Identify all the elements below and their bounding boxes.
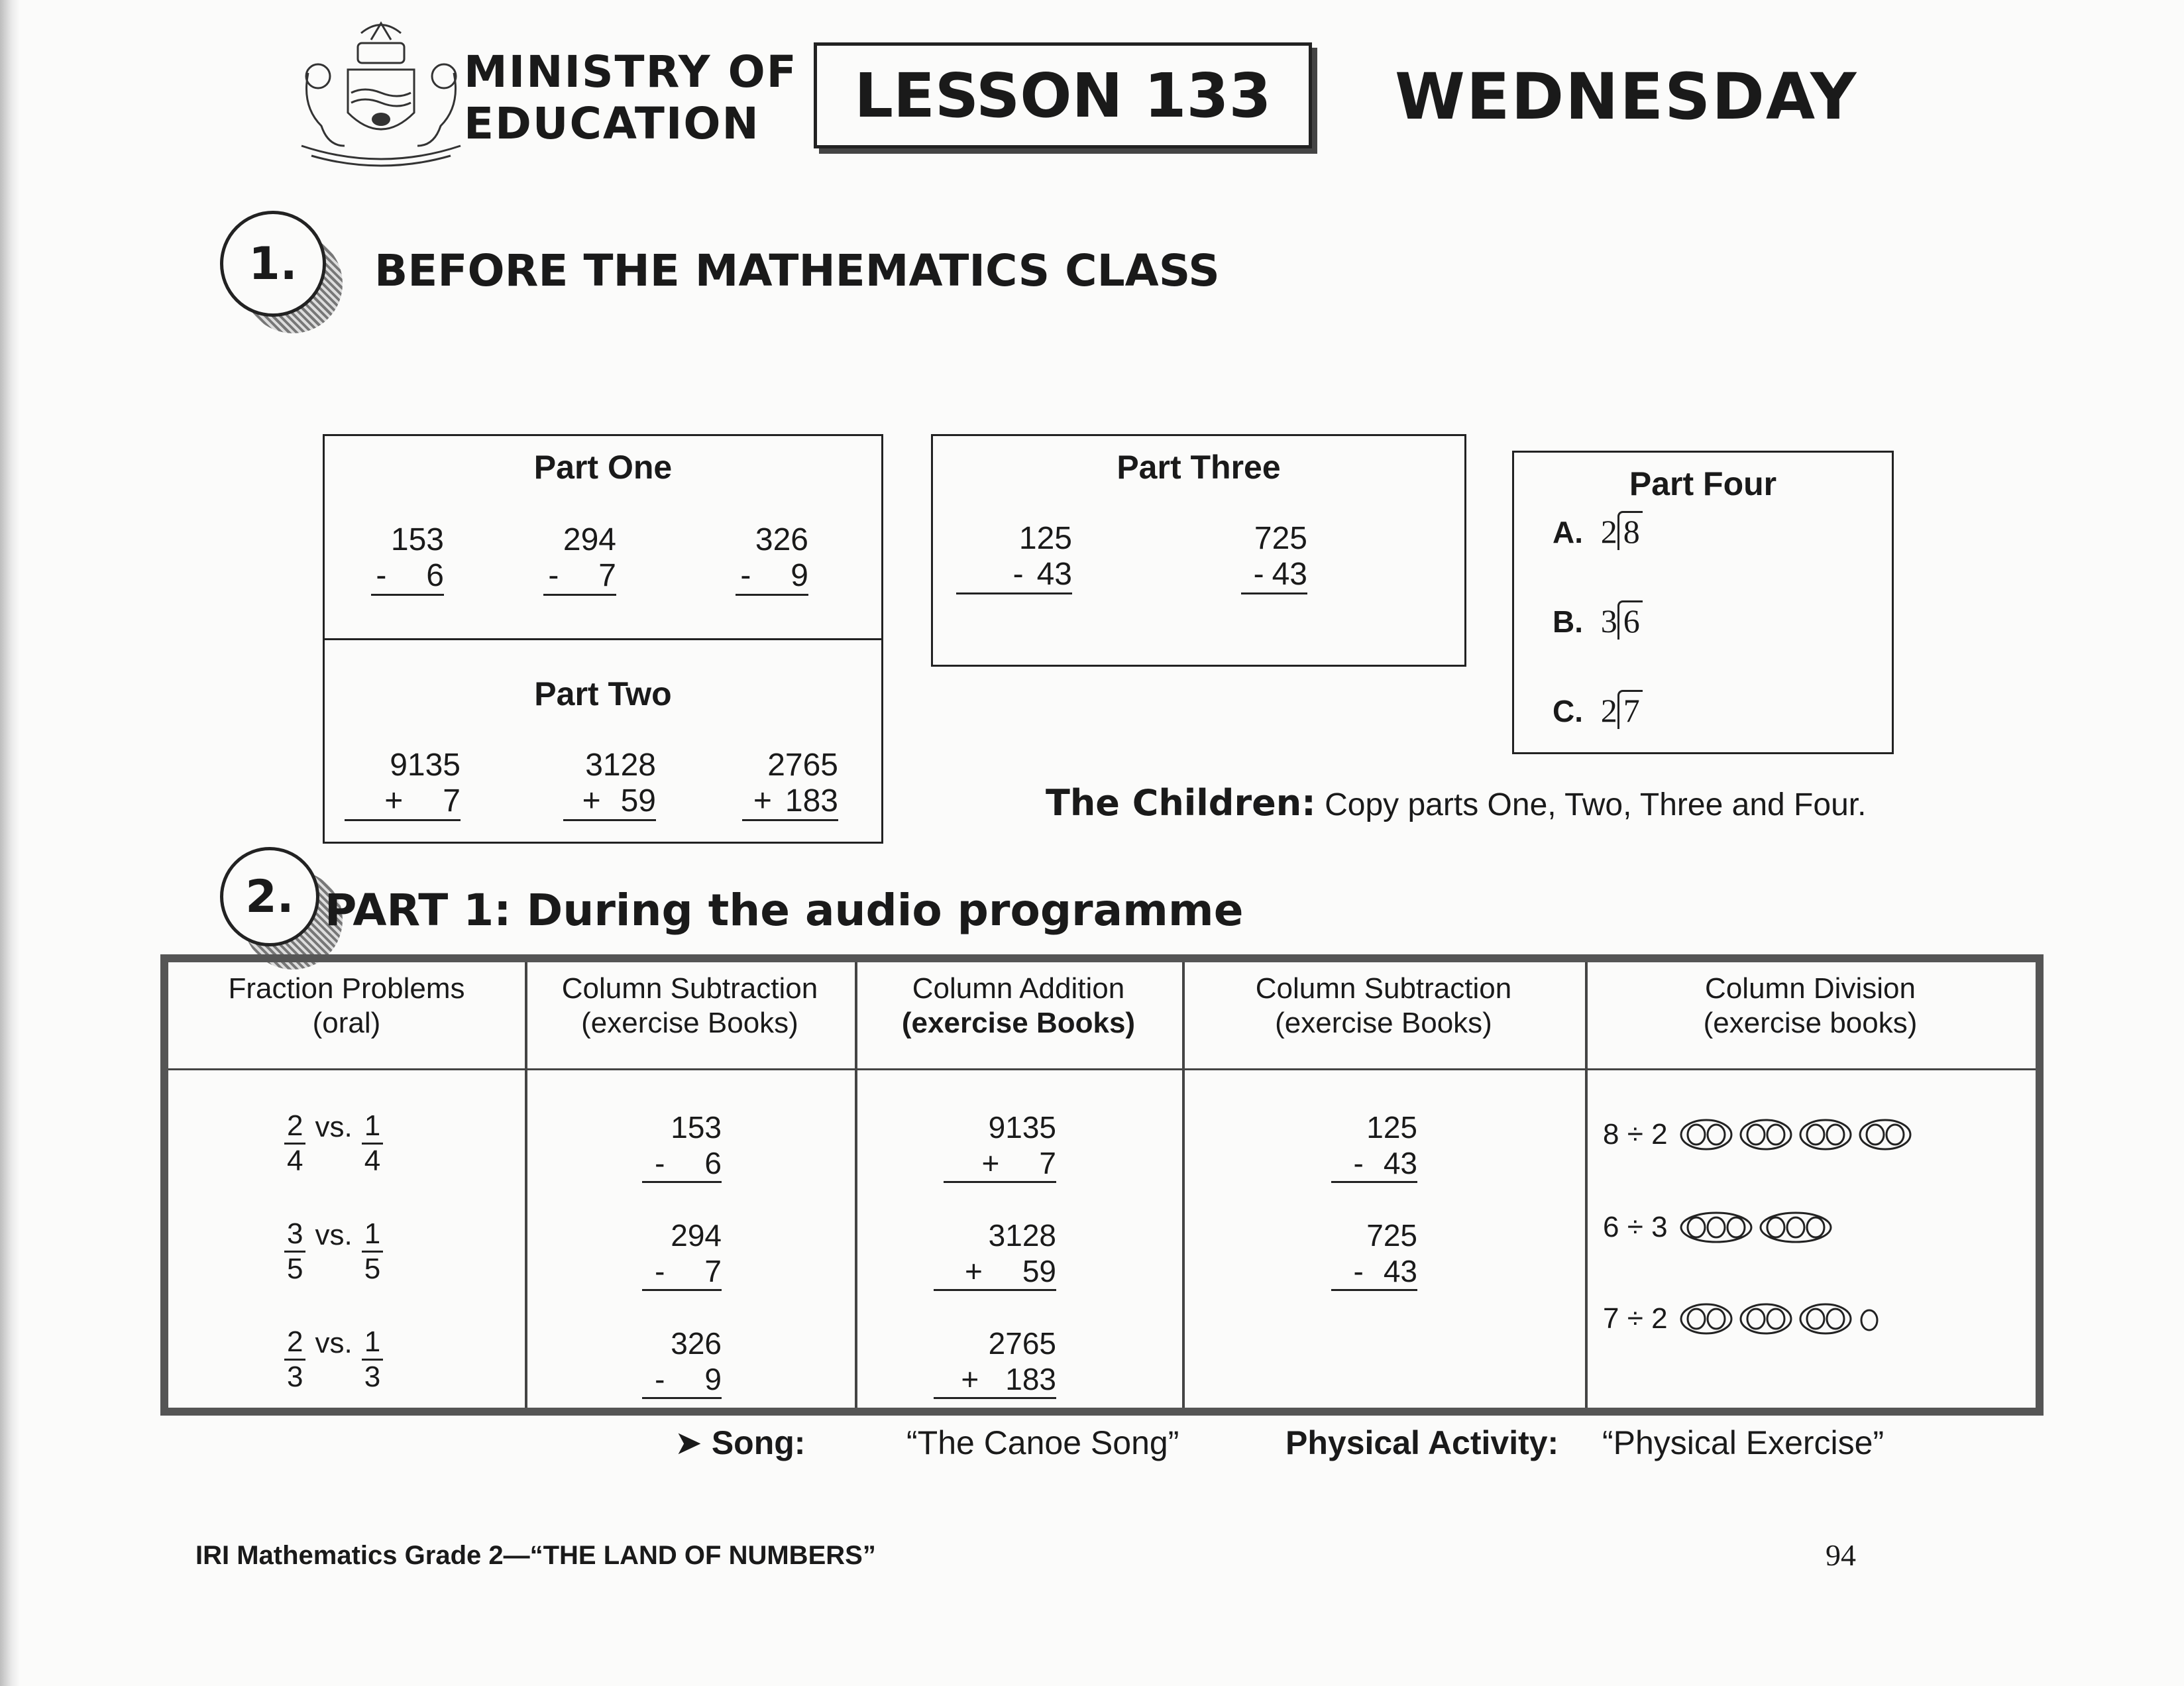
- division-label: 7 ÷ 2: [1603, 1302, 1668, 1335]
- vs-label: vs.: [315, 1326, 353, 1359]
- denominator: 3: [364, 1361, 381, 1393]
- problem-bottom: [642, 1145, 722, 1183]
- header-title: Column Subtraction: [561, 972, 818, 1005]
- part-one-problem-2: [543, 522, 616, 596]
- part-four-item-c: [1553, 691, 1643, 730]
- problem-top: 125: [1366, 1110, 1417, 1145]
- item-circle: [1688, 1309, 1705, 1329]
- operator: -: [740, 558, 751, 593]
- numerator: 2: [284, 1325, 305, 1361]
- children-instruction: [1046, 782, 1866, 824]
- operator: -: [655, 1146, 665, 1180]
- division-label: 6 ÷ 3: [1603, 1211, 1668, 1243]
- item-label: B.: [1553, 604, 1583, 639]
- subtraction-problem-3: [642, 1325, 722, 1399]
- item-circle: [1708, 1309, 1725, 1329]
- problem-bottom: [934, 1253, 1056, 1291]
- item-circle: [1747, 1125, 1765, 1145]
- scan-edge: [0, 0, 20, 1686]
- problem-bottom: [371, 558, 444, 596]
- header-sub: (exercise Books): [581, 1007, 798, 1039]
- item-circle: [1688, 1217, 1705, 1237]
- problem-top: 326: [755, 522, 808, 557]
- operator: +: [961, 1362, 979, 1396]
- problem-bottom: [1331, 1253, 1417, 1291]
- page-number: 94: [1826, 1538, 1856, 1572]
- problem-top: 125: [1018, 521, 1072, 556]
- operator: +: [753, 783, 772, 818]
- problem-bottom: [563, 783, 656, 821]
- item-label: A.: [1553, 515, 1583, 549]
- long-division: [1601, 692, 1643, 729]
- part-four-box: [1512, 451, 1894, 754]
- problem-top: 725: [1366, 1218, 1417, 1253]
- vs-label: vs.: [315, 1110, 353, 1143]
- item-circle: [1727, 1217, 1745, 1237]
- item-circle: [1708, 1217, 1725, 1237]
- fraction-a: [284, 1217, 305, 1286]
- problem-top: 3128: [988, 1218, 1056, 1253]
- operand: 6: [704, 1146, 722, 1180]
- numerator: 1: [362, 1109, 383, 1145]
- header-divider: [168, 1068, 2036, 1070]
- item-circle: [1767, 1217, 1784, 1237]
- group-ovals-7-div-2: [1678, 1299, 1983, 1339]
- operand: 43: [1272, 557, 1307, 592]
- addition-problem-1: [944, 1109, 1056, 1183]
- header-fraction-problems: [168, 972, 525, 1040]
- item-circle: [1708, 1125, 1725, 1145]
- problem-bottom: [1241, 557, 1307, 594]
- ministry-line2: EDUCATION: [464, 98, 760, 149]
- problem-top: 2765: [767, 748, 838, 783]
- section2-number: 2.: [245, 870, 294, 923]
- part-three-problem-1: [956, 521, 1072, 594]
- problem-top: 326: [671, 1326, 722, 1361]
- part-one-problem-1: [371, 522, 444, 596]
- problem-bottom: [642, 1253, 722, 1291]
- item-circle: [1688, 1125, 1705, 1145]
- part-one-problem-3: [736, 522, 808, 596]
- problem-top: 294: [671, 1218, 722, 1253]
- addition-problem-3: [934, 1325, 1056, 1399]
- footer-title: IRI Mathematics Grade 2—“THE LAND OF NUMBERS”: [195, 1541, 876, 1570]
- denominator: 5: [364, 1253, 381, 1285]
- item-circle: [1807, 1309, 1824, 1329]
- operand: 43: [1036, 557, 1072, 592]
- operator: -: [655, 1362, 665, 1396]
- item-circle: [1767, 1125, 1784, 1145]
- denominator: 4: [364, 1145, 381, 1177]
- programme-table: [160, 954, 2044, 1416]
- long-division: [1601, 513, 1643, 550]
- subtraction-problem-2: [642, 1217, 722, 1291]
- denominator: 3: [287, 1361, 303, 1393]
- item-circle: [1807, 1125, 1824, 1145]
- ministry-title: [464, 46, 798, 150]
- part-three-problem-2: [1241, 521, 1307, 594]
- operator: -: [1012, 557, 1024, 592]
- header-column-addition: [855, 972, 1182, 1040]
- problem-bottom: [345, 783, 461, 821]
- problem-bottom: [742, 783, 838, 821]
- problem-top: 9135: [390, 748, 461, 783]
- operand: 9: [704, 1362, 722, 1396]
- operator: +: [964, 1254, 983, 1288]
- divisor: 2: [1600, 513, 1617, 550]
- problem-top: 153: [390, 522, 444, 557]
- problem-bottom: [1331, 1145, 1417, 1183]
- item-label: C.: [1553, 694, 1583, 728]
- operand: 183: [1005, 1362, 1056, 1396]
- operand: 7: [1039, 1146, 1056, 1180]
- subtraction-problem-1: [642, 1109, 722, 1183]
- section1-number: 1.: [248, 237, 298, 290]
- part-three-title: Part Three: [1117, 449, 1281, 486]
- header-column-subtraction-2: [1182, 972, 1585, 1040]
- header-column-division: [1585, 972, 2036, 1040]
- item-circle: [1787, 1217, 1804, 1237]
- lesson-badge: [814, 42, 1312, 148]
- fraction-b: [362, 1325, 383, 1394]
- header-sub: (exercise books): [1703, 1007, 1918, 1039]
- header-title: Column Division: [1705, 972, 1916, 1005]
- part-one-two-box: [323, 434, 883, 844]
- long-division: [1601, 602, 1643, 640]
- operator: -: [1353, 1146, 1364, 1180]
- children-label: The Children:: [1046, 782, 1316, 824]
- problem-top: 2765: [988, 1326, 1056, 1361]
- operator: +: [582, 783, 601, 818]
- operator: -: [1253, 557, 1264, 592]
- denominator: 5: [287, 1253, 303, 1285]
- item-circle: [1747, 1309, 1765, 1329]
- group-ovals-8-div-2: [1678, 1115, 1983, 1154]
- operator: +: [981, 1146, 1000, 1180]
- problem-bottom: [934, 1361, 1056, 1399]
- arrow-bullet-icon: ➤: [675, 1424, 702, 1461]
- group-ovals-6-div-3: [1678, 1208, 1983, 1247]
- item-circle: [1807, 1217, 1824, 1237]
- addition-problem-2: [934, 1217, 1056, 1291]
- song-label: Song:: [711, 1424, 806, 1461]
- problem-top: 3128: [585, 748, 656, 783]
- ministry-line1: MINISTRY OF: [464, 46, 798, 97]
- operand: 7: [598, 558, 616, 593]
- divisor: 3: [1600, 602, 1617, 640]
- operand: 59: [1022, 1254, 1056, 1288]
- operand: 59: [620, 783, 656, 818]
- problem-bottom: [736, 558, 808, 596]
- operand: 183: [785, 783, 838, 818]
- section1-title: BEFORE THE MATHEMATICS CLASS: [374, 245, 1220, 296]
- operand: 43: [1383, 1254, 1417, 1288]
- subtraction2-problem-1: [1331, 1109, 1417, 1183]
- division-row-3: [1603, 1299, 1983, 1339]
- song-value: “The Canoe Song”: [906, 1424, 1179, 1461]
- problem-top: 725: [1254, 521, 1307, 556]
- division-row-2: [1603, 1208, 1983, 1247]
- part-one-title: Part One: [533, 449, 673, 486]
- section-number-badge: [220, 847, 319, 946]
- children-text: Copy parts One, Two, Three and Four.: [1325, 787, 1867, 822]
- part-two-title: Part Two: [534, 675, 672, 712]
- item-circle: [1767, 1309, 1784, 1329]
- numerator: 1: [362, 1325, 383, 1361]
- division-row-1: [1603, 1115, 1983, 1154]
- operator: -: [655, 1254, 665, 1288]
- header-sub: (exercise Books): [901, 1007, 1136, 1039]
- part-two-problem-3: [742, 748, 838, 821]
- dividend: 7: [1617, 690, 1643, 729]
- part-two-problem-1: [345, 748, 461, 821]
- item-circle: [1827, 1309, 1844, 1329]
- problem-bottom: [543, 558, 616, 596]
- numerator: 3: [284, 1217, 305, 1253]
- remainder-circle: [1861, 1310, 1877, 1330]
- header-sub: (exercise Books): [1275, 1007, 1492, 1039]
- numerator: 2: [284, 1109, 305, 1145]
- item-circle: [1827, 1125, 1844, 1145]
- part-divider: [325, 638, 881, 640]
- operator: -: [1353, 1254, 1364, 1288]
- header-title: Column Addition: [912, 972, 1125, 1005]
- operator: +: [384, 783, 404, 818]
- lesson-title: LESSON 133: [854, 60, 1272, 131]
- vs-label: vs.: [315, 1218, 353, 1251]
- problem-top: 9135: [988, 1110, 1056, 1145]
- division-label: 8 ÷ 2: [1603, 1118, 1668, 1151]
- part-four-item-b: [1553, 602, 1643, 640]
- song-row: [675, 1424, 805, 1462]
- header-column-subtraction: [525, 972, 855, 1040]
- header-title: Column Subtraction: [1255, 972, 1512, 1005]
- fraction-a: [284, 1325, 305, 1394]
- fraction-a: [284, 1109, 305, 1178]
- operand: 7: [443, 783, 461, 818]
- fraction-problem-3: [284, 1325, 383, 1394]
- problem-bottom: [944, 1145, 1056, 1183]
- activity-label: Physical Activity:: [1285, 1424, 1559, 1461]
- part-four-item-a: [1553, 512, 1643, 551]
- divisor: 2: [1600, 692, 1617, 729]
- numerator: 1: [362, 1217, 383, 1253]
- part-three-box: [931, 434, 1466, 667]
- problem-bottom: [642, 1361, 722, 1399]
- operand: 7: [704, 1254, 722, 1288]
- fraction-b: [362, 1109, 383, 1178]
- fraction-problem-1: [284, 1109, 383, 1178]
- dividend: 6: [1617, 600, 1643, 640]
- weekday-title: WEDNESDAY: [1395, 60, 1858, 134]
- item-circle: [1867, 1125, 1884, 1145]
- operand: 43: [1383, 1146, 1417, 1180]
- part-two-problem-2: [563, 748, 656, 821]
- coat-of-arms-logo: [282, 13, 480, 172]
- subtraction2-problem-2: [1331, 1217, 1417, 1291]
- problem-top: 294: [563, 522, 616, 557]
- activity-value: “Physical Exercise”: [1602, 1424, 1884, 1461]
- fraction-b: [362, 1217, 383, 1286]
- dividend: 8: [1617, 511, 1643, 550]
- header-title: Fraction Problems: [228, 972, 465, 1005]
- section2-title: PART 1: During the audio programme: [325, 885, 1244, 936]
- operator: -: [376, 558, 387, 593]
- problem-bottom: [956, 557, 1072, 594]
- fraction-problem-2: [284, 1217, 383, 1286]
- operand: 9: [791, 558, 808, 593]
- problem-top: 153: [671, 1110, 722, 1145]
- header-sub: (oral): [312, 1007, 381, 1039]
- denominator: 4: [287, 1145, 303, 1177]
- section-number-badge: [220, 211, 326, 317]
- operand: 6: [426, 558, 444, 593]
- operator: -: [548, 558, 559, 593]
- item-circle: [1886, 1125, 1904, 1145]
- part-four-title: Part Four: [1629, 465, 1777, 502]
